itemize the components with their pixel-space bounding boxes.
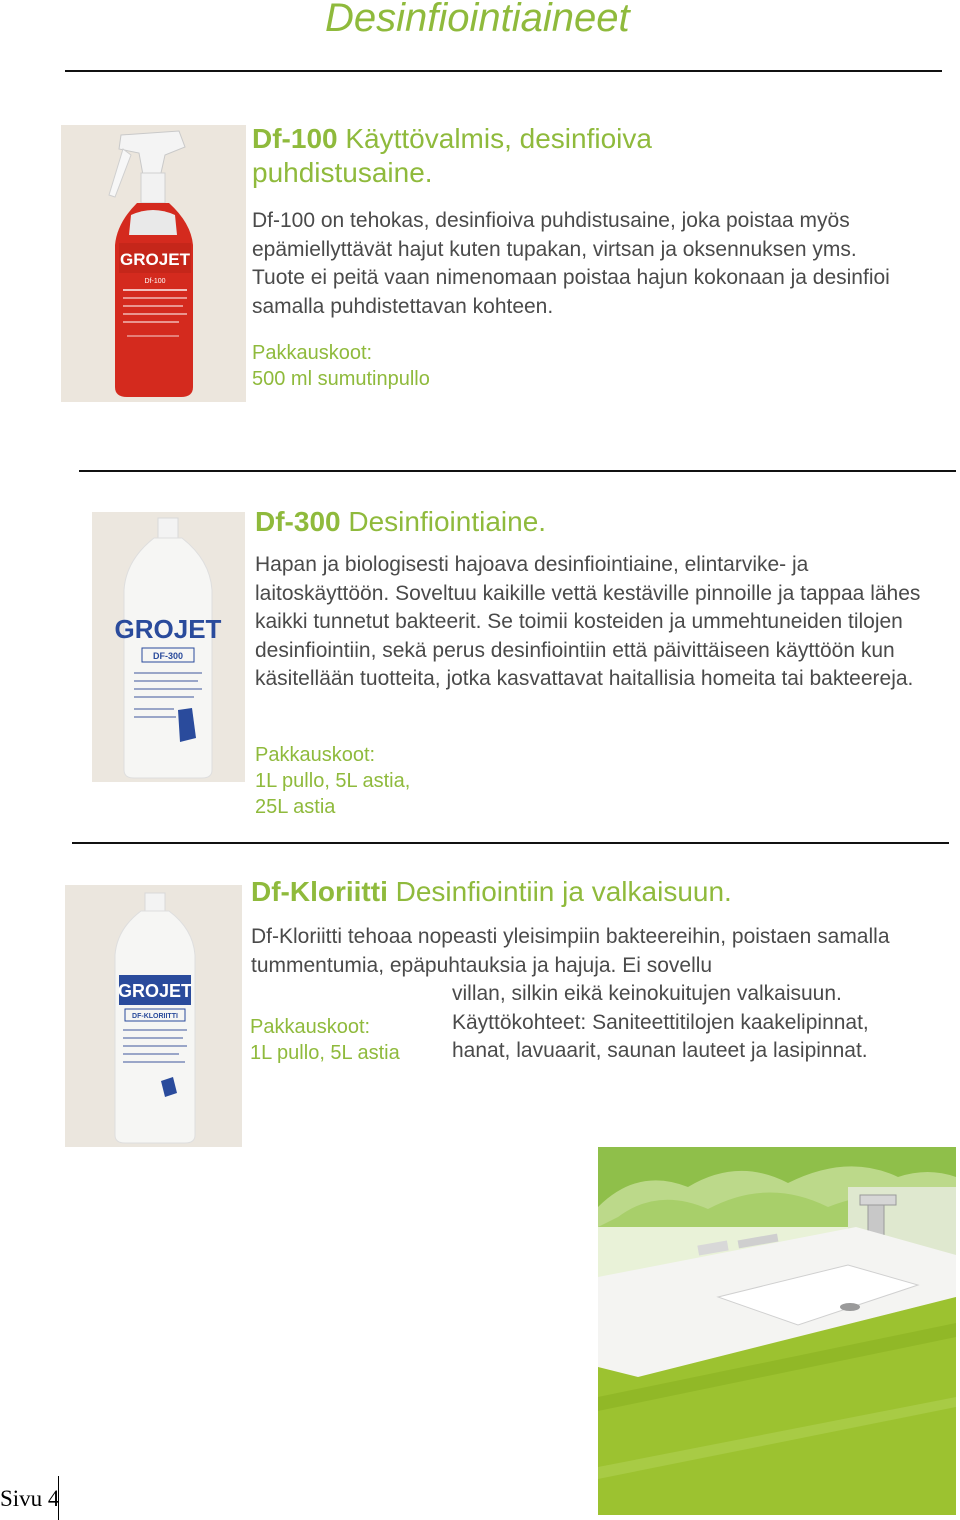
dfkloriitti-code: Df-Kloriitti [251,876,388,907]
bathroom-photo [598,1147,956,1515]
df100-packaging: 500 ml sumutinpullo [252,368,430,390]
page-number: Sivu 4 [0,1486,60,1511]
bathroom-sink-icon [598,1147,956,1515]
svg-text:GROJET: GROJET [117,981,193,1001]
section-divider-1 [79,470,956,472]
dfkloriitti-packaging: 1L pullo, 5L astia [250,1042,400,1064]
spray-bottle-icon [61,125,246,402]
title-divider [65,70,942,72]
df300-heading-rest: Desinfiointiaine. [340,506,547,537]
page-title: Desinfiointiaineet [325,0,630,40]
df100-code: Df-100 [252,123,338,154]
svg-text:GROJET: GROJET [114,614,222,644]
df100-heading [252,122,772,190]
df300-packaging-label: Pakkauskoot: [255,744,376,766]
dfkloriitti-heading [251,875,941,909]
svg-text:DF-300: DF-300 [152,651,184,661]
dfkloriitti-packaging-label: Pakkauskoot: [250,1016,371,1038]
bottle-icon [65,885,242,1147]
df300-product-photo [92,512,245,782]
df100-packaging-label: Pakkauskoot: [252,342,373,364]
svg-text:GROJET: GROJET [120,250,190,269]
df100-heading-rest: Käyttövalmis, desinfioiva puhdistusaine. [252,123,652,188]
dfkloriitti-description-continued: villan, silkin eikä keinokuitujen valkaisuun. Käyttökohteet: Saniteettitilojen kaakelipinnat, hanat, lavuaarit, saunan lauteet ja lasipinnat. [452,982,869,1062]
df300-description: Hapan ja biologisesti hajoava desinfiointiaine, elintarvike- ja laitoskäyttöön. Soveltuu kaikille vettä kestäville pinnoille ja tappaa lähes kaikki tunnetut bakteerit. Se toimii kosteiden ja ummehtuneiden tilojen desinfiointiin, sekä perus desinfiointiin että päivittäiseen käyttöön kun käsitellään tuotteita, jotka kasvattavat haitallisia homeita tai bakteereja. [255,553,921,690]
df300-packaging-line-1: 1L pullo, 5L astia, [255,770,411,792]
dfkloriitti-description-intro: Df-Kloriitti tehoaa nopeasti yleisimpiin bakteereihin, poistaen samalla tummentumia, epäpuhtauksia ja hajuja. Ei sovellu [251,925,890,977]
section-divider-2 [72,842,949,844]
svg-text:DF-KLORIITTI: DF-KLORIITTI [132,1013,178,1020]
df100-product-photo [61,125,246,402]
svg-text:Df-100: Df-100 [144,278,166,285]
df300-heading [255,505,935,539]
df300-code: Df-300 [255,506,341,537]
bottle-icon [92,512,245,782]
dfkloriitti-product-photo [65,885,242,1147]
df100-description: Df-100 on tehokas, desinfioiva puhdistusaine, joka poistaa myös epämiellyttävät hajut kuten tupakan, virtsan ja oksennuksen yms. Tuote ei peitä vaan nimenomaan poistaa hajun kokonaan ja desinfioi samalla puhdistettavan kohteen. [252,209,890,318]
df300-packaging-line-2: 25L astia [255,796,336,818]
dfkloriitti-heading-rest: Desinfiointiin ja valkaisuun. [387,876,732,907]
